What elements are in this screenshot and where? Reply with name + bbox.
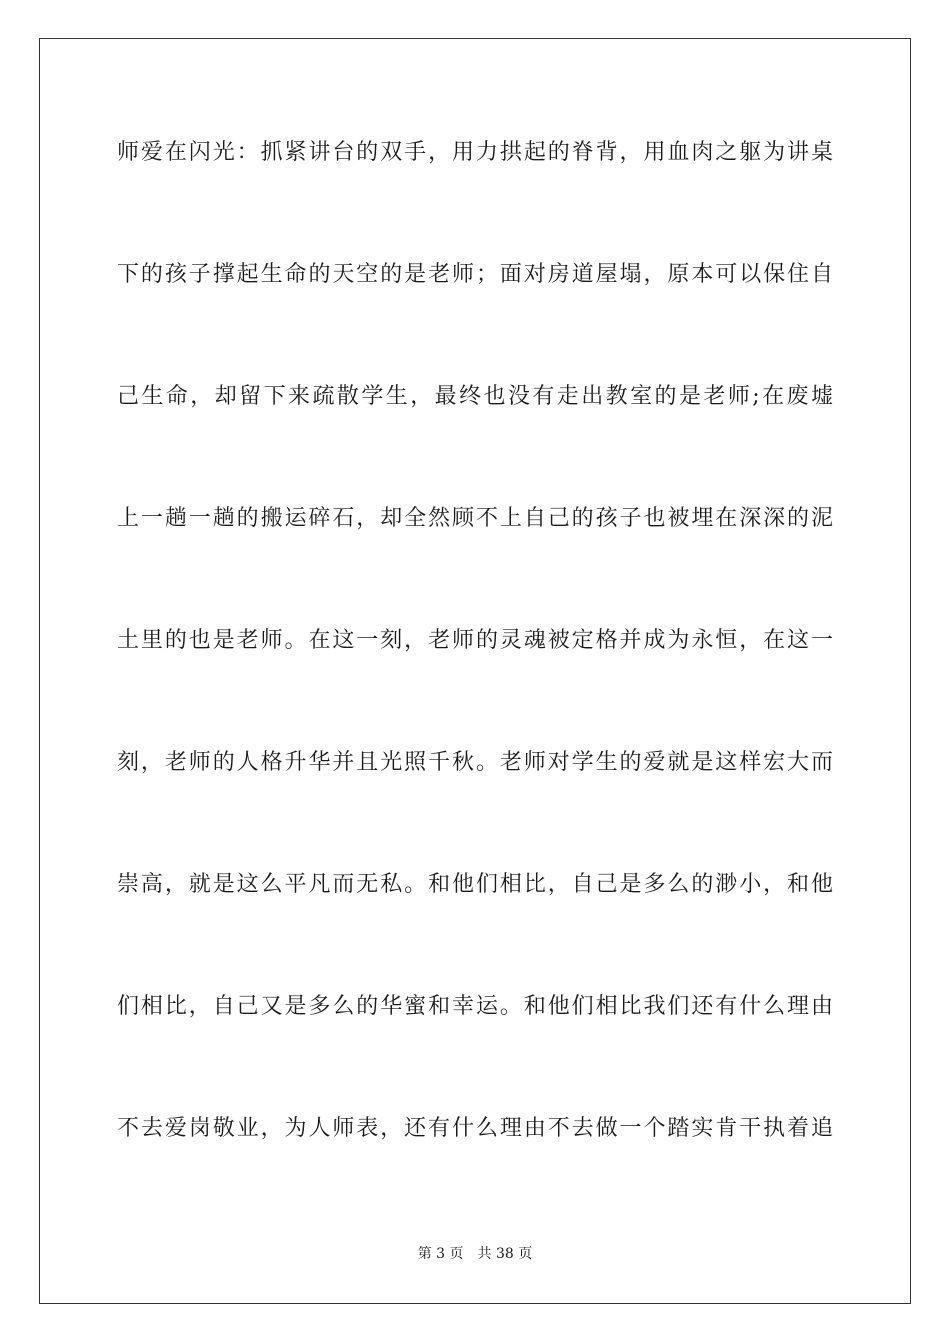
text-line: 上一趟一趟的搬运碎石，却全然顾不上自己的孩子也被埋在深深的泥 [117,506,833,531]
text-line: 们相比，自己又是多么的华蜜和幸运。和他们相比我们还有什么理由 [117,994,833,1019]
text-line: 崇高，就是这么平凡而无私。和他们相比，自己是多么的渺小，和他 [117,872,833,897]
text-line: 下的孩子撑起生命的天空的是老师；面对房道屋塌，原本可以保住自 [117,262,833,287]
text-line: 土里的也是老师。在这一刻，老师的灵魂被定格并成为永恒，在这一 [117,628,833,653]
page-number: 第 3 页 [417,1246,464,1262]
text-line: 不去爱岗敬业，为人师表，还有什么理由不去做一个踏实肯干执着追 [117,1116,833,1141]
page-footer [0,1244,950,1264]
text-line: 刻，老师的人格升华并且光照千秋。老师对学生的爱就是这样宏大而 [117,750,833,775]
text-line: 己生命，却留下来疏散学生，最终也没有走出教室的是老师;在废墟 [117,384,833,409]
text-line: 师爱在闪光：抓紧讲台的双手，用力拱起的脊背，用血肉之躯为讲桌 [117,140,833,165]
total-pages: 共 38 页 [477,1246,533,1262]
